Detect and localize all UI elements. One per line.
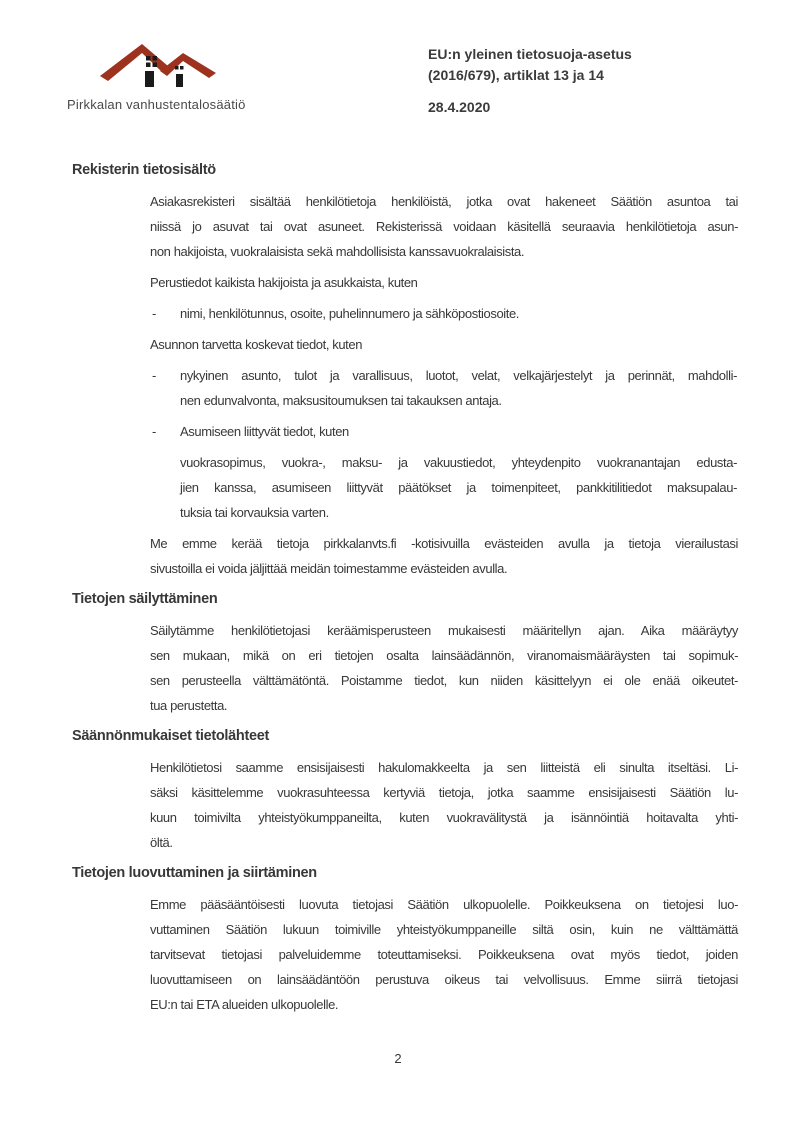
doc-date: 28.4.2020	[428, 99, 491, 115]
bullet-item: - Asumiseen liittyvät tiedot, kuten	[152, 419, 737, 444]
bullet-marker: -	[152, 368, 156, 383]
doc-header	[428, 44, 632, 118]
paragraph: Emme pääsääntöisesti luovuta tietojasi Säätiön ulkopuolelle. Poikkeuksena on tietojesi luo- vuttaminen Säätiön lukuun toimiville yhteistyökumppaneille siltä osin, kuin ne välttämättä tarvitsevat tietojasi palveluidemme toteuttamiseksi. Poikkeuksena ovat myös tiedot, joiden luovuttamiseen on lainsäädäntöön perustuva oikeus tai velvollisuus. Emme siirrä tietojasi EU:n tai ETA alueiden ulkopuolelle.	[150, 897, 738, 1012]
page-number: 2	[394, 1051, 402, 1066]
paragraph: Perustiedot kaikista hakijoista ja asukkaista, kuten	[150, 275, 418, 290]
org-name: Pirkkalan vanhustentalosäätiö	[67, 97, 246, 112]
doc-title-line2: (2016/679), artiklat 13 ja 14	[428, 67, 604, 83]
paragraph: Asunnon tarvetta koskevat tiedot, kuten	[150, 337, 363, 352]
paragraph: Henkilötietosi saamme ensisijaisesti hakulomakkeelta ja sen liitteistä eli sinulta itseltäsi. Li- säksi käsittelemme vuokrasuhteessa kertyviä tietoja, jotka saamme ensisijaisesti Säätiön lu- kuun toimivilta yhteistyökumppaneilta, kuten vuokravälitystä ja isännöintiä hoitavalta yhti- öltä.	[150, 760, 738, 850]
section-heading: Rekisterin tietosisältö	[72, 162, 216, 178]
document-content	[72, 158, 738, 1017]
section-heading: Säännönmukaiset tietolähteet	[72, 728, 270, 744]
bullet-marker: -	[152, 306, 156, 321]
paragraph: Me emme kerää tietoja pirkkalanvts.fi -kotisivuilla evästeiden avulla ja tietoja vierailustasi sivustoilla ei voida jäljittää meidän toimestamme evästeiden avulla.	[150, 536, 738, 576]
paragraph: Säilytämme henkilötietojasi keräämisperusteen mukaisesti määritellyn ajan. Aika määräytyy sen mukaan, mikä on eri tietojen osalta lainsäädännön, viranomaismääräysten tai sopimuk- sen perusteella välttämätöntä. Poistamme tiedot, kun niiden käsittelyyn ei ole enää oikeutet- tua perustetta.	[150, 623, 738, 713]
section-heading: Tietojen luovuttaminen ja siirtäminen	[72, 865, 317, 881]
bullet-item: - nimi, henkilötunnus, osoite, puhelinnumero ja sähköpostiosoite.	[152, 301, 737, 326]
doc-title-line1: EU:n yleinen tietosuoja-asetus	[428, 46, 632, 62]
bullet-item: - nykyinen asunto, tulot ja varallisuus, luotot, velat, velkajärjestelyt ja perinnät, mahdolli- nen edunvalvonta, maksusitoumuksen tai takauksen antaja.	[152, 363, 737, 413]
paragraph: Asiakasrekisteri sisältää henkilötietoja henkilöistä, jotka ovat hakeneet Säätiön asuntoa tai niissä jo asuvat tai ovat asuneet. Rekisterissä voidaan käsitellä seuraavia henkilötietoja asun- non hakijoista, vuokralaisista sekä mahdollisista kanssavuokralaisista.	[150, 194, 738, 259]
houses-logo-icon	[98, 40, 228, 96]
indented-paragraph: vuokrasopimus, vuokra-, maksu- ja vakuustiedot, yhteydenpito vuokranantajan edusta- jien kanssa, asumiseen liittyvät päätökset ja toimenpiteet, pankkitilitiedot maksupalau- tuksia tai korvauksia varten.	[180, 455, 737, 520]
bullet-marker: -	[152, 424, 156, 439]
section-heading: Tietojen säilyttäminen	[72, 591, 218, 607]
